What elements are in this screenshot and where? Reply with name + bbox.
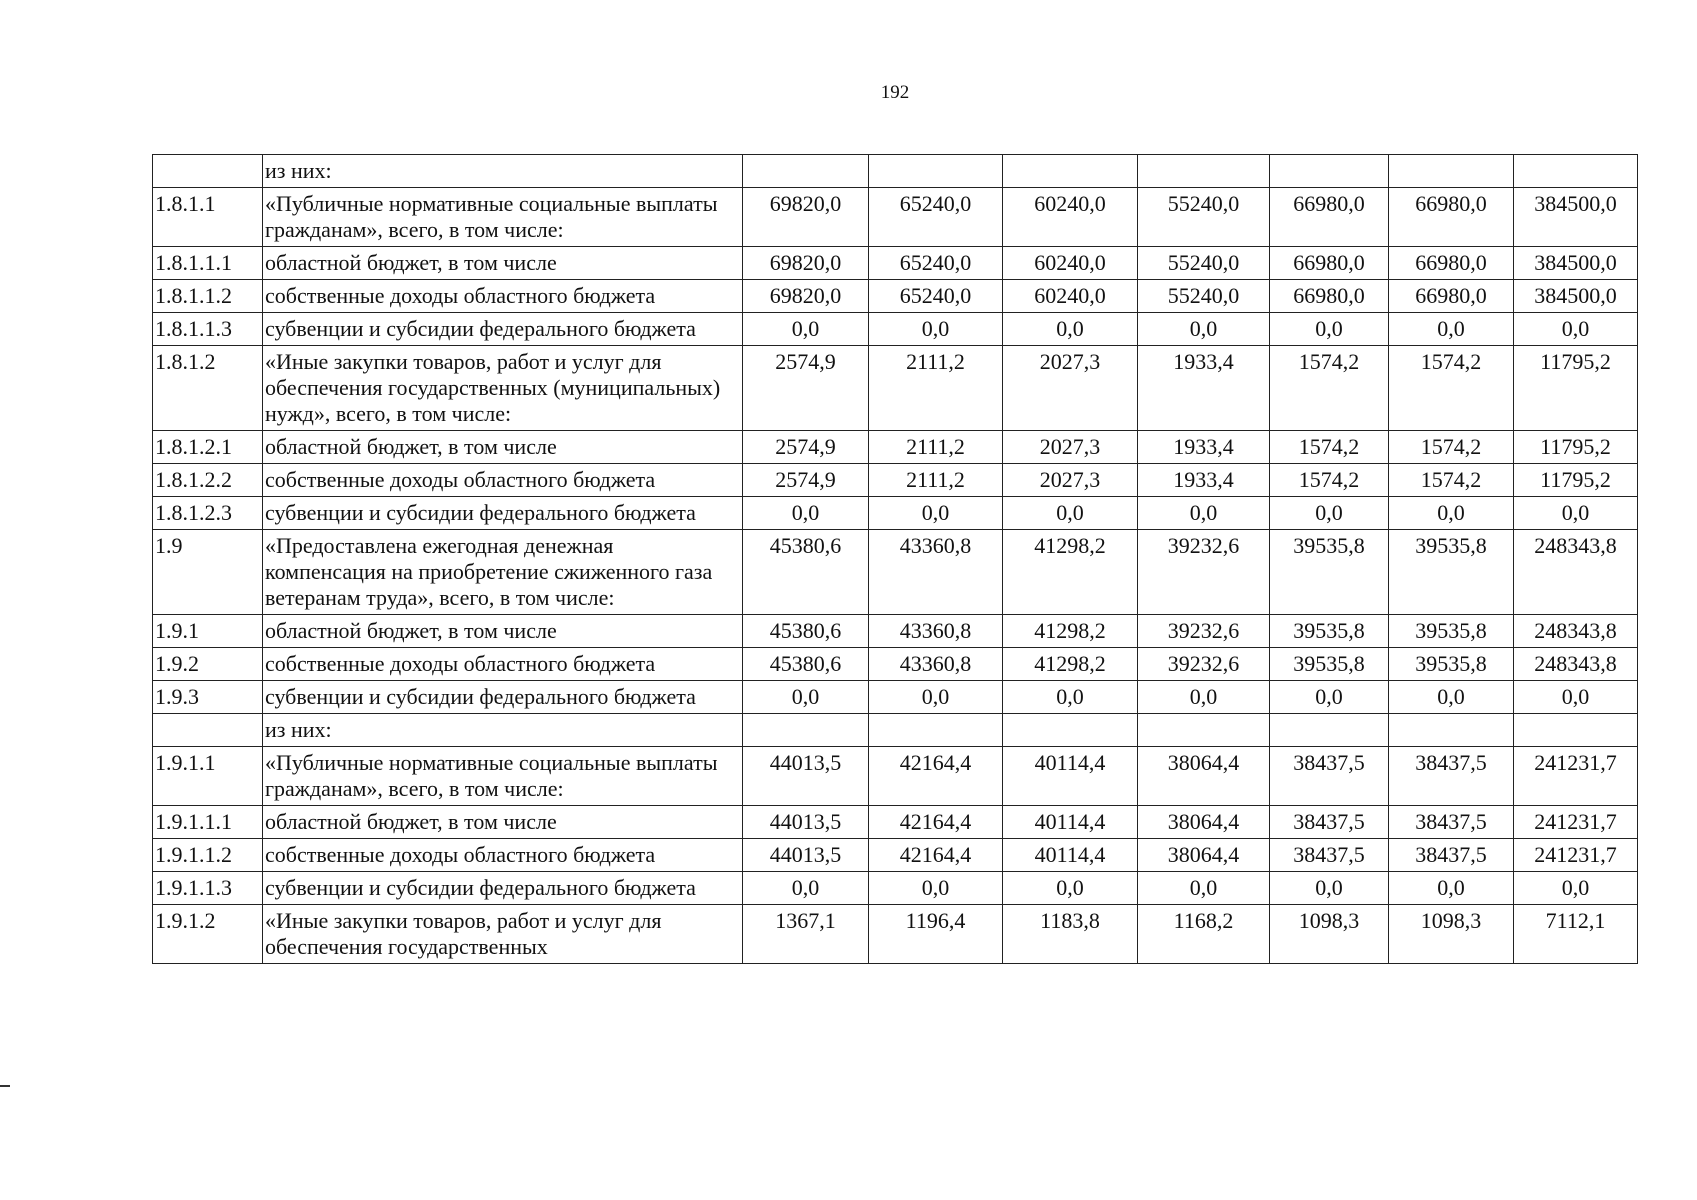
value-cell: 0,0: [1138, 313, 1270, 346]
value-cell: 42164,4: [869, 747, 1003, 806]
value-cell: 248343,8: [1514, 530, 1638, 615]
value-cell: 42164,4: [869, 839, 1003, 872]
value-cell: 41298,2: [1003, 530, 1138, 615]
value-cell: 41298,2: [1003, 648, 1138, 681]
value-cell: 0,0: [1389, 681, 1514, 714]
value-cell: 40114,4: [1003, 839, 1138, 872]
row-code: 1.9.1.1.2: [153, 839, 263, 872]
value-cell: 55240,0: [1138, 188, 1270, 247]
value-cell: 39232,6: [1138, 530, 1270, 615]
table-row: [153, 872, 1638, 905]
table-row: [153, 747, 1638, 806]
value-cell: 0,0: [1138, 497, 1270, 530]
value-cell: 0,0: [1138, 681, 1270, 714]
row-description: «Предоставлена ежегодная денежная компенсация на приобретение сжиженного газа ветеранам труда», всего, в том числе:: [263, 530, 743, 615]
value-cell: 38437,5: [1270, 747, 1389, 806]
table-row: [153, 313, 1638, 346]
value-cell: 39535,8: [1389, 615, 1514, 648]
value-cell: 0,0: [1514, 313, 1638, 346]
value-cell: 39535,8: [1270, 530, 1389, 615]
row-code: 1.9.1.1.1: [153, 806, 263, 839]
value-cell: 42164,4: [869, 806, 1003, 839]
value-cell: 43360,8: [869, 530, 1003, 615]
value-cell: 0,0: [1003, 313, 1138, 346]
value-cell: 1933,4: [1138, 346, 1270, 431]
value-cell: 38064,4: [1138, 839, 1270, 872]
table-row: [153, 247, 1638, 280]
value-cell: 2574,9: [743, 346, 869, 431]
value-cell: 1933,4: [1138, 431, 1270, 464]
row-description: областной бюджет, в том числе: [263, 806, 743, 839]
value-cell: 38064,4: [1138, 747, 1270, 806]
row-description: субвенции и субсидии федерального бюджета: [263, 872, 743, 905]
value-cell: 0,0: [1003, 497, 1138, 530]
value-cell: 0,0: [1514, 872, 1638, 905]
row-code: [153, 155, 263, 188]
value-cell: 1574,2: [1270, 431, 1389, 464]
value-cell: 1098,3: [1389, 905, 1514, 964]
value-cell: 248343,8: [1514, 615, 1638, 648]
table-row: [153, 280, 1638, 313]
value-cell: 66980,0: [1389, 280, 1514, 313]
value-cell: 0,0: [1138, 872, 1270, 905]
value-cell: 38064,4: [1138, 806, 1270, 839]
table-row: [153, 431, 1638, 464]
value-cell: 38437,5: [1270, 839, 1389, 872]
scan-edge-mark: [0, 1085, 10, 1087]
table-row: [153, 497, 1638, 530]
value-cell: 39535,8: [1389, 648, 1514, 681]
value-cell: 0,0: [1003, 681, 1138, 714]
value-cell: [1514, 714, 1638, 747]
value-cell: 2027,3: [1003, 346, 1138, 431]
row-description: «Иные закупки товаров, работ и услуг для обеспечения государственных (муниципальных) нужд», всего, в том числе:: [263, 346, 743, 431]
row-description: собственные доходы областного бюджета: [263, 464, 743, 497]
value-cell: 69820,0: [743, 280, 869, 313]
page-number: 192: [880, 82, 910, 103]
value-cell: [1270, 714, 1389, 747]
value-cell: [1389, 155, 1514, 188]
value-cell: 65240,0: [869, 188, 1003, 247]
value-cell: 65240,0: [869, 247, 1003, 280]
value-cell: [1270, 155, 1389, 188]
value-cell: 0,0: [1270, 681, 1389, 714]
row-description: «Публичные нормативные социальные выплаты гражданам», всего, в том числе:: [263, 747, 743, 806]
value-cell: 241231,7: [1514, 747, 1638, 806]
table-row: [153, 648, 1638, 681]
value-cell: 248343,8: [1514, 648, 1638, 681]
value-cell: 39535,8: [1389, 530, 1514, 615]
value-cell: 2027,3: [1003, 431, 1138, 464]
table-row: [153, 681, 1638, 714]
table-row: [153, 346, 1638, 431]
value-cell: 1574,2: [1270, 346, 1389, 431]
value-cell: 43360,8: [869, 615, 1003, 648]
value-cell: 69820,0: [743, 247, 869, 280]
value-cell: 39535,8: [1270, 648, 1389, 681]
value-cell: 0,0: [1514, 681, 1638, 714]
value-cell: 0,0: [1389, 313, 1514, 346]
row-description: областной бюджет, в том числе: [263, 247, 743, 280]
value-cell: 2574,9: [743, 431, 869, 464]
value-cell: 38437,5: [1389, 806, 1514, 839]
value-cell: [1003, 155, 1138, 188]
value-cell: 1574,2: [1389, 464, 1514, 497]
table-row: [153, 806, 1638, 839]
value-cell: 38437,5: [1389, 839, 1514, 872]
value-cell: 38437,5: [1389, 747, 1514, 806]
value-cell: 1574,2: [1270, 464, 1389, 497]
table-row: [153, 155, 1638, 188]
value-cell: 41298,2: [1003, 615, 1138, 648]
value-cell: 1196,4: [869, 905, 1003, 964]
table-row: [153, 530, 1638, 615]
value-cell: [1138, 155, 1270, 188]
value-cell: 45380,6: [743, 530, 869, 615]
value-cell: 44013,5: [743, 747, 869, 806]
value-cell: 2111,2: [869, 431, 1003, 464]
value-cell: [1003, 714, 1138, 747]
value-cell: 0,0: [869, 872, 1003, 905]
row-description: собственные доходы областного бюджета: [263, 648, 743, 681]
row-code: 1.8.1.1.1: [153, 247, 263, 280]
value-cell: 1933,4: [1138, 464, 1270, 497]
row-code: 1.9.2: [153, 648, 263, 681]
row-code: 1.9.3: [153, 681, 263, 714]
table-row: [153, 188, 1638, 247]
value-cell: 7112,1: [1514, 905, 1638, 964]
row-description: из них:: [263, 714, 743, 747]
row-description: из них:: [263, 155, 743, 188]
table-row: [153, 839, 1638, 872]
value-cell: 384500,0: [1514, 247, 1638, 280]
value-cell: 43360,8: [869, 648, 1003, 681]
value-cell: 1168,2: [1138, 905, 1270, 964]
budget-table: [152, 154, 1638, 964]
value-cell: 1183,8: [1003, 905, 1138, 964]
value-cell: 69820,0: [743, 188, 869, 247]
row-description: субвенции и субсидии федерального бюджета: [263, 681, 743, 714]
row-code: 1.8.1.2.3: [153, 497, 263, 530]
value-cell: 38437,5: [1270, 806, 1389, 839]
value-cell: 0,0: [743, 681, 869, 714]
value-cell: 0,0: [869, 313, 1003, 346]
row-code: 1.8.1.2.2: [153, 464, 263, 497]
value-cell: 0,0: [743, 497, 869, 530]
table-row: [153, 615, 1638, 648]
value-cell: 45380,6: [743, 648, 869, 681]
value-cell: 66980,0: [1270, 247, 1389, 280]
row-description: областной бюджет, в том числе: [263, 431, 743, 464]
value-cell: 60240,0: [1003, 280, 1138, 313]
row-code: 1.8.1.2.1: [153, 431, 263, 464]
value-cell: 65240,0: [869, 280, 1003, 313]
value-cell: 40114,4: [1003, 806, 1138, 839]
row-code: 1.8.1.1.3: [153, 313, 263, 346]
value-cell: 1574,2: [1389, 431, 1514, 464]
value-cell: 39535,8: [1270, 615, 1389, 648]
value-cell: 2027,3: [1003, 464, 1138, 497]
table-row: [153, 905, 1638, 964]
value-cell: 39232,6: [1138, 615, 1270, 648]
value-cell: 1098,3: [1270, 905, 1389, 964]
value-cell: 0,0: [1270, 872, 1389, 905]
value-cell: 2111,2: [869, 346, 1003, 431]
row-description: областной бюджет, в том числе: [263, 615, 743, 648]
value-cell: 60240,0: [1003, 188, 1138, 247]
value-cell: 11795,2: [1514, 431, 1638, 464]
row-code: 1.8.1.1.2: [153, 280, 263, 313]
value-cell: 66980,0: [1389, 188, 1514, 247]
row-description: субвенции и субсидии федерального бюджета: [263, 313, 743, 346]
value-cell: 0,0: [743, 872, 869, 905]
value-cell: 39232,6: [1138, 648, 1270, 681]
value-cell: [869, 155, 1003, 188]
row-description: «Иные закупки товаров, работ и услуг для обеспечения государственных: [263, 905, 743, 964]
value-cell: [743, 714, 869, 747]
row-code: 1.9.1.1.3: [153, 872, 263, 905]
value-cell: 60240,0: [1003, 247, 1138, 280]
value-cell: [743, 155, 869, 188]
value-cell: 0,0: [1389, 872, 1514, 905]
value-cell: 2574,9: [743, 464, 869, 497]
value-cell: 384500,0: [1514, 188, 1638, 247]
row-code: 1.9.1.1: [153, 747, 263, 806]
value-cell: 384500,0: [1514, 280, 1638, 313]
value-cell: 2111,2: [869, 464, 1003, 497]
row-description: собственные доходы областного бюджета: [263, 280, 743, 313]
table-body: [153, 155, 1638, 964]
value-cell: 66980,0: [1270, 280, 1389, 313]
value-cell: 45380,6: [743, 615, 869, 648]
value-cell: 0,0: [1270, 497, 1389, 530]
value-cell: 0,0: [869, 681, 1003, 714]
table-row: [153, 714, 1638, 747]
value-cell: 11795,2: [1514, 464, 1638, 497]
row-code: 1.8.1.1: [153, 188, 263, 247]
value-cell: [869, 714, 1003, 747]
value-cell: 55240,0: [1138, 247, 1270, 280]
value-cell: 0,0: [1389, 497, 1514, 530]
row-code: [153, 714, 263, 747]
row-description: «Публичные нормативные социальные выплаты гражданам», всего, в том числе:: [263, 188, 743, 247]
value-cell: 241231,7: [1514, 806, 1638, 839]
value-cell: 55240,0: [1138, 280, 1270, 313]
row-code: 1.9: [153, 530, 263, 615]
row-code: 1.8.1.2: [153, 346, 263, 431]
table-row: [153, 464, 1638, 497]
value-cell: 0,0: [1514, 497, 1638, 530]
value-cell: 11795,2: [1514, 346, 1638, 431]
value-cell: [1514, 155, 1638, 188]
value-cell: 66980,0: [1270, 188, 1389, 247]
value-cell: 0,0: [869, 497, 1003, 530]
value-cell: 1574,2: [1389, 346, 1514, 431]
value-cell: 1367,1: [743, 905, 869, 964]
value-cell: 66980,0: [1389, 247, 1514, 280]
row-description: субвенции и субсидии федерального бюджета: [263, 497, 743, 530]
value-cell: 0,0: [1270, 313, 1389, 346]
value-cell: 44013,5: [743, 806, 869, 839]
value-cell: [1138, 714, 1270, 747]
row-description: собственные доходы областного бюджета: [263, 839, 743, 872]
value-cell: 44013,5: [743, 839, 869, 872]
value-cell: 40114,4: [1003, 747, 1138, 806]
value-cell: [1389, 714, 1514, 747]
value-cell: 0,0: [743, 313, 869, 346]
value-cell: 241231,7: [1514, 839, 1638, 872]
value-cell: 0,0: [1003, 872, 1138, 905]
row-code: 1.9.1.2: [153, 905, 263, 964]
row-code: 1.9.1: [153, 615, 263, 648]
